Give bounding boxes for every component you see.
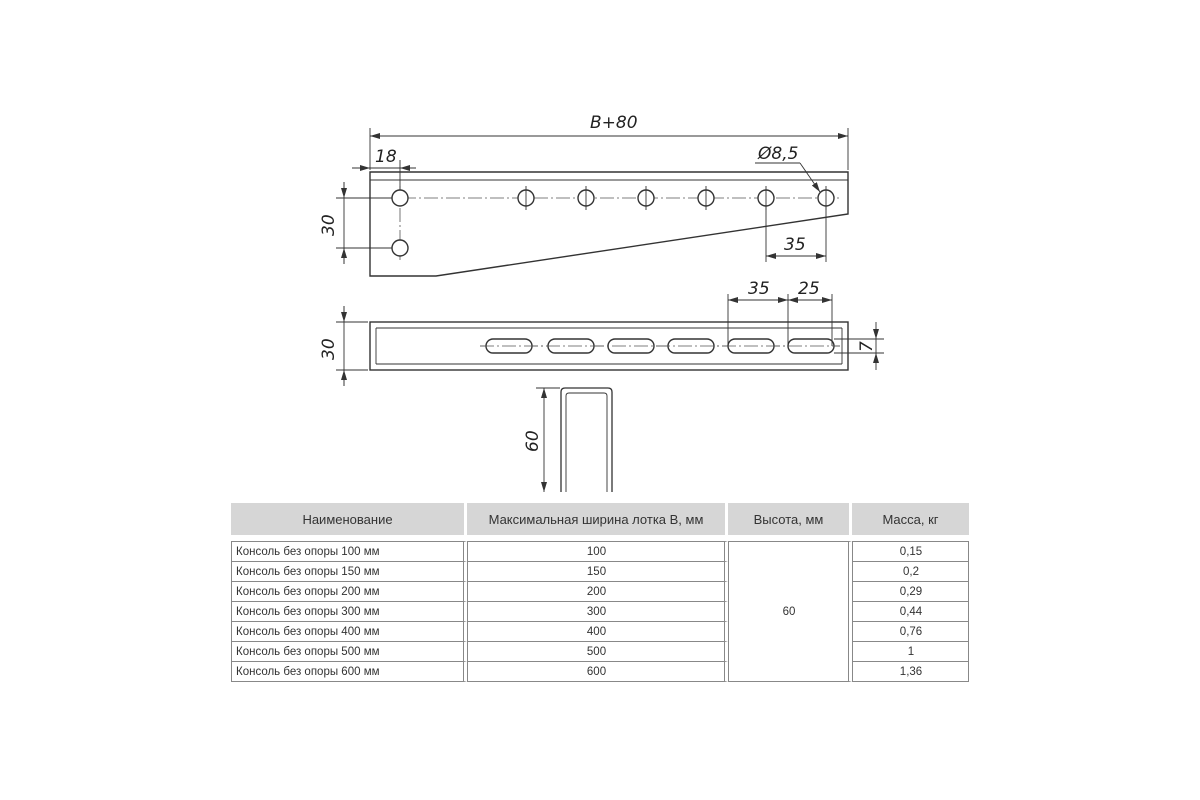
dim-slot-pitch: 35 xyxy=(748,279,770,299)
dim-overall-length: B+80 xyxy=(590,113,638,133)
table-header-row xyxy=(231,503,969,535)
row-width: 600 xyxy=(467,662,728,682)
row-name: Консоль без опоры 400 мм xyxy=(231,622,467,642)
table-row xyxy=(231,602,969,622)
table-row xyxy=(231,562,969,582)
side-view xyxy=(319,279,884,386)
row-width: 500 xyxy=(467,642,728,662)
header-height: Высота, мм xyxy=(728,503,852,535)
specification-table xyxy=(231,503,969,682)
header-max-width: Максимальная ширина лотка В, мм xyxy=(467,503,728,535)
dim-hole-spacing: 35 xyxy=(784,235,806,255)
row-width: 150 xyxy=(467,562,728,582)
table-row xyxy=(231,582,969,602)
table-row xyxy=(231,662,969,682)
dim-slot-width: 7 xyxy=(857,341,877,352)
dim-height-top: 30 xyxy=(319,214,339,236)
table-row xyxy=(231,541,969,562)
dim-slot-length: 25 xyxy=(798,279,820,299)
row-mass: 1 xyxy=(852,642,969,662)
table-row xyxy=(231,622,969,642)
height-merged-cell: 60 xyxy=(728,541,852,682)
row-name: Консоль без опоры 300 мм xyxy=(231,602,467,622)
dim-hole-offset: 18 xyxy=(375,147,397,167)
row-name: Консоль без опоры 150 мм xyxy=(231,562,467,582)
row-mass: 1,36 xyxy=(852,662,969,682)
row-width: 100 xyxy=(467,541,728,562)
row-mass: 0,44 xyxy=(852,602,969,622)
header-name: Наименование xyxy=(231,503,467,535)
row-name: Консоль без опоры 100 мм xyxy=(231,541,467,562)
top-view xyxy=(319,113,848,276)
row-name: Консоль без опоры 600 мм xyxy=(231,662,467,682)
dim-height-side: 30 xyxy=(319,338,339,360)
row-name: Консоль без опоры 200 мм xyxy=(231,582,467,602)
row-width: 300 xyxy=(467,602,728,622)
row-width: 400 xyxy=(467,622,728,642)
dim-profile-height: 60 xyxy=(523,430,543,452)
row-mass: 0,2 xyxy=(852,562,969,582)
row-mass: 0,29 xyxy=(852,582,969,602)
table-row xyxy=(231,642,969,662)
row-name: Консоль без опоры 500 мм xyxy=(231,642,467,662)
row-width: 200 xyxy=(467,582,728,602)
row-mass: 0,76 xyxy=(852,622,969,642)
header-mass: Масса, кг xyxy=(852,503,969,535)
row-mass: 0,15 xyxy=(852,541,969,562)
profile-view xyxy=(523,388,612,492)
dim-hole-diameter: Ø8,5 xyxy=(758,144,799,164)
